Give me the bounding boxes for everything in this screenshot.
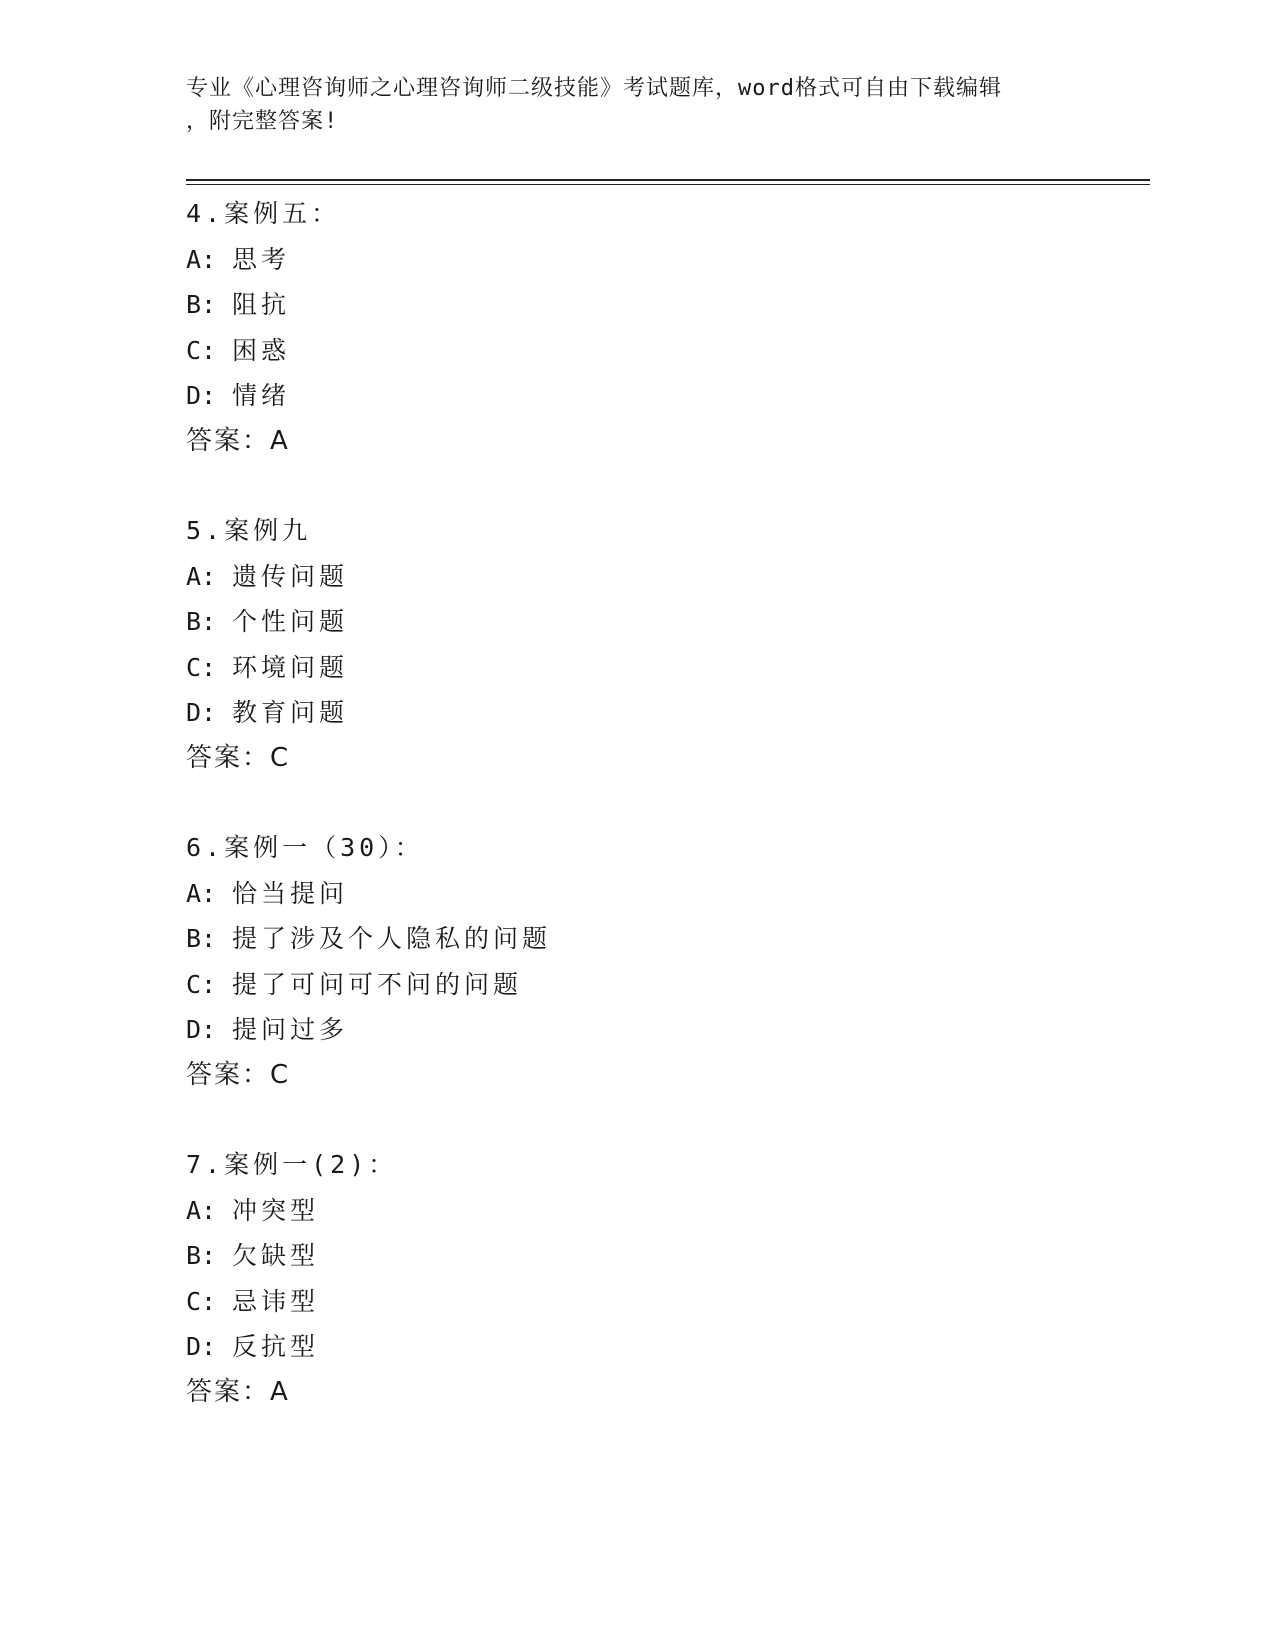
question-item xyxy=(186,1142,1086,1415)
answer-text: 答案：A xyxy=(186,1376,290,1407)
option-letter: C: xyxy=(186,335,217,365)
option-d xyxy=(186,690,1086,736)
option-d xyxy=(186,1324,1086,1370)
option-letter: D: xyxy=(186,698,217,727)
option-d xyxy=(186,373,1086,419)
option-text: 欠缺型 xyxy=(232,1241,320,1270)
option-letter: B: xyxy=(186,924,217,953)
question-item xyxy=(186,191,1086,464)
option-letter: B: xyxy=(186,290,217,319)
option-text: 环境问题 xyxy=(232,652,349,682)
answer-text: 答案：C xyxy=(186,1059,291,1090)
option-letter: A: xyxy=(186,244,217,274)
option-letter: A: xyxy=(186,561,217,591)
option-text: 情绪 xyxy=(232,381,291,410)
header-divider-thin xyxy=(186,184,1150,185)
option-b xyxy=(186,916,1086,962)
header-line-2: ，附完整答案! xyxy=(186,109,339,134)
option-text: 提问过多 xyxy=(232,1015,349,1044)
header-divider-thick xyxy=(186,179,1150,181)
option-text: 冲突型 xyxy=(232,1195,320,1225)
option-letter: B: xyxy=(186,1241,217,1270)
answer-text: 答案：C xyxy=(186,742,291,773)
option-d xyxy=(186,1007,1086,1053)
option-text: 困惑 xyxy=(232,335,291,365)
question-item xyxy=(186,508,1086,781)
option-text: 阻抗 xyxy=(232,290,291,319)
option-a xyxy=(186,1188,1086,1234)
option-letter: A: xyxy=(186,878,217,908)
question-title: 7.案例一(2)： xyxy=(186,1150,398,1179)
option-b xyxy=(186,282,1086,328)
option-letter: B: xyxy=(186,607,217,636)
option-a xyxy=(186,871,1086,917)
option-text: 反抗型 xyxy=(232,1332,320,1361)
option-c xyxy=(186,328,1086,374)
option-a xyxy=(186,554,1086,600)
option-b xyxy=(186,1233,1086,1279)
option-text: 教育问题 xyxy=(232,698,349,727)
question-title: 5.案例九 xyxy=(186,516,312,545)
option-c xyxy=(186,962,1086,1008)
option-letter: A: xyxy=(186,1195,217,1225)
option-text: 恰当提问 xyxy=(232,878,349,908)
answer-text: 答案：A xyxy=(186,425,290,456)
option-c xyxy=(186,645,1086,691)
question-title: 6.案例一（30）： xyxy=(186,833,424,862)
question-title: 4.案例五： xyxy=(186,199,341,228)
option-letter: C: xyxy=(186,652,217,682)
option-c xyxy=(186,1279,1086,1325)
option-text: 个性问题 xyxy=(232,607,349,636)
document-header xyxy=(186,72,1086,138)
option-letter: C: xyxy=(186,1286,217,1316)
option-text: 提了涉及个人隐私的问题 xyxy=(232,924,552,953)
option-text: 忌讳型 xyxy=(232,1286,320,1316)
option-letter: D: xyxy=(186,1332,217,1361)
option-letter: D: xyxy=(186,381,217,410)
question-item xyxy=(186,825,1086,1098)
option-letter: C: xyxy=(186,969,217,999)
option-letter: D: xyxy=(186,1015,217,1044)
option-text: 思考 xyxy=(232,244,291,274)
option-text: 提了可问可不问的问题 xyxy=(232,969,523,999)
header-line-1: 专业《心理咨询师之心理咨询师二级技能》考试题库，word格式可自由下载编辑 xyxy=(186,76,1002,101)
option-text: 遗传问题 xyxy=(232,561,349,591)
option-a xyxy=(186,237,1086,283)
question-list xyxy=(186,191,1086,1459)
option-b xyxy=(186,599,1086,645)
